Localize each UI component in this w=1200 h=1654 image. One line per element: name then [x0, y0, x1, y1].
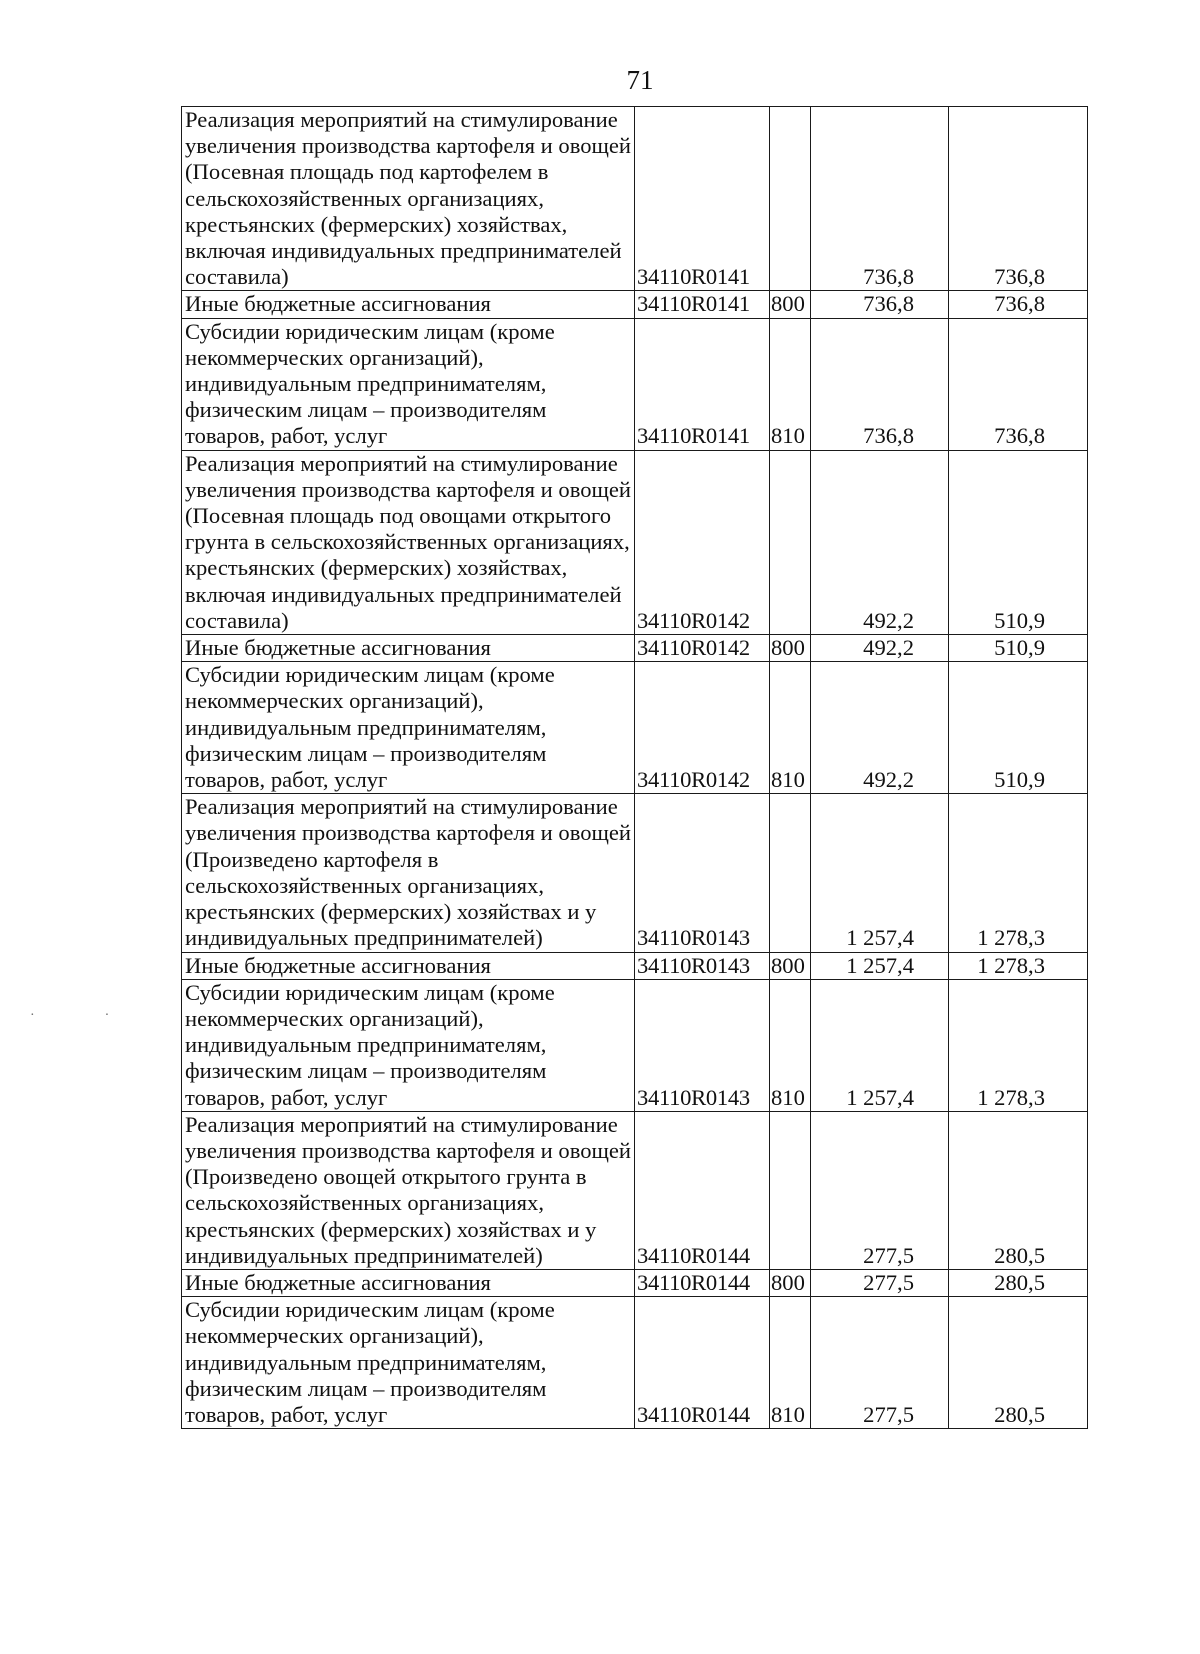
- table-row: [182, 1269, 1088, 1296]
- amount-2: 280,5: [949, 1111, 1088, 1269]
- amount-2: 510,9: [949, 450, 1088, 634]
- target-code: 34110R0143: [635, 794, 770, 952]
- item-name: Иные бюджетные ассигнования: [182, 291, 635, 318]
- target-code: 34110R0141: [635, 318, 770, 450]
- scan-margin-dots: ··: [30, 1008, 180, 1023]
- item-name: Иные бюджетные ассигнования: [182, 952, 635, 979]
- target-code: 34110R0142: [635, 662, 770, 794]
- expense-type: 810: [770, 979, 811, 1111]
- amount-1: 736,8: [811, 107, 949, 291]
- table-row: [182, 291, 1088, 318]
- target-code: 34110R0144: [635, 1269, 770, 1296]
- expense-type: [770, 450, 811, 634]
- amount-2: 1 278,3: [949, 952, 1088, 979]
- amount-2: 280,5: [949, 1297, 1088, 1429]
- expense-type: 810: [770, 318, 811, 450]
- target-code: 34110R0144: [635, 1297, 770, 1429]
- target-code: 34110R0144: [635, 1111, 770, 1269]
- amount-1: 736,8: [811, 291, 949, 318]
- expense-type: [770, 1111, 811, 1269]
- expense-type: 800: [770, 952, 811, 979]
- expense-type: 800: [770, 635, 811, 662]
- expense-type: 810: [770, 662, 811, 794]
- table-row: [182, 318, 1088, 450]
- expense-type: 800: [770, 291, 811, 318]
- budget-table: [181, 106, 1088, 1429]
- amount-1: 492,2: [811, 635, 949, 662]
- table-row: [182, 1297, 1088, 1429]
- expense-type: 810: [770, 1297, 811, 1429]
- item-name: Субсидии юридическим лицам (кроме некоммерческих организаций), индивидуальным предпринимателям, физическим лицам – производителям товаров, работ, услуг: [182, 318, 635, 450]
- expense-type: [770, 107, 811, 291]
- amount-1: 492,2: [811, 450, 949, 634]
- amount-2: 280,5: [949, 1269, 1088, 1296]
- page-number: 71: [626, 65, 654, 95]
- amount-1: 277,5: [811, 1297, 949, 1429]
- amount-1: 277,5: [811, 1269, 949, 1296]
- amount-1: 1 257,4: [811, 979, 949, 1111]
- amount-2: 736,8: [949, 107, 1088, 291]
- table-row: [182, 107, 1088, 291]
- table-row: [182, 794, 1088, 952]
- item-name: Субсидии юридическим лицам (кроме некоммерческих организаций), индивидуальным предпринимателям, физическим лицам – производителям товаров, работ, услуг: [182, 979, 635, 1111]
- amount-1: 736,8: [811, 318, 949, 450]
- table-row: [182, 1111, 1088, 1269]
- table-row: [182, 450, 1088, 634]
- item-name: Субсидии юридическим лицам (кроме некоммерческих организаций), индивидуальным предпринимателям, физическим лицам – производителям товаров, работ, услуг: [182, 662, 635, 794]
- expense-type: [770, 794, 811, 952]
- amount-1: 492,2: [811, 662, 949, 794]
- amount-2: 1 278,3: [949, 979, 1088, 1111]
- expense-type: 800: [770, 1269, 811, 1296]
- item-name: Реализация мероприятий на стимулирование увеличения производства картофеля и овощей (Произведено картофеля в сельскохозяйственных организациях, крестьянских (фермерских) хозяйствах и у индивидуальных предпринимателей): [182, 794, 635, 952]
- amount-2: 736,8: [949, 318, 1088, 450]
- item-name: Реализация мероприятий на стимулирование увеличения производства картофеля и овощей (Произведено овощей открытого грунта в сельскохозяйственных организациях, крестьянских (фермерских) хозяйствах и у индивидуальных предпринимателей): [182, 1111, 635, 1269]
- item-name: Иные бюджетные ассигнования: [182, 635, 635, 662]
- amount-1: 1 257,4: [811, 794, 949, 952]
- table-row: [182, 979, 1088, 1111]
- amount-2: 736,8: [949, 291, 1088, 318]
- target-code: 34110R0142: [635, 635, 770, 662]
- target-code: 34110R0141: [635, 291, 770, 318]
- item-name: Реализация мероприятий на стимулирование увеличения производства картофеля и овощей (Посевная площадь под картофелем в сельскохозяйственных организациях, крестьянских (фермерских) хозяйствах, включая индивидуальных предпринимателей составила): [182, 107, 635, 291]
- amount-2: 510,9: [949, 662, 1088, 794]
- amount-2: 510,9: [949, 635, 1088, 662]
- item-name: Реализация мероприятий на стимулирование увеличения производства картофеля и овощей (Посевная площадь под овощами открытого грунта в сельскохозяйственных организациях, крестьянских (фермерских) хозяйствах, включая индивидуальных предпринимателей составила): [182, 450, 635, 634]
- item-name: Субсидии юридическим лицам (кроме некоммерческих организаций), индивидуальным предпринимателям, физическим лицам – производителям товаров, работ, услуг: [182, 1297, 635, 1429]
- amount-1: 277,5: [811, 1111, 949, 1269]
- table-row: [182, 662, 1088, 794]
- amount-1: 1 257,4: [811, 952, 949, 979]
- target-code: 34110R0142: [635, 450, 770, 634]
- target-code: 34110R0141: [635, 107, 770, 291]
- table-row: [182, 952, 1088, 979]
- table-row: [182, 635, 1088, 662]
- target-code: 34110R0143: [635, 952, 770, 979]
- item-name: Иные бюджетные ассигнования: [182, 1269, 635, 1296]
- amount-2: 1 278,3: [949, 794, 1088, 952]
- target-code: 34110R0143: [635, 979, 770, 1111]
